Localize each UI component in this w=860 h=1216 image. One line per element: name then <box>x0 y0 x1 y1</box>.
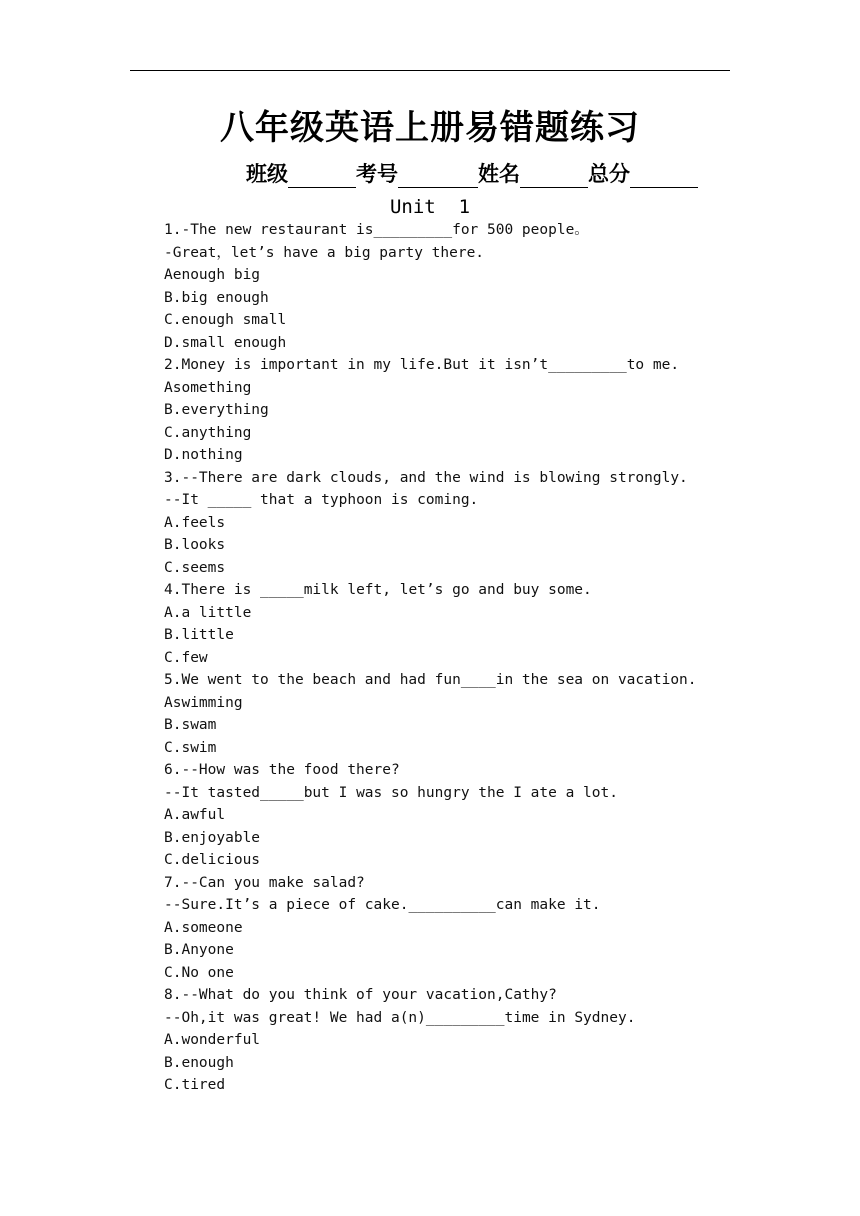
question-text: in the sea on vacation. <box>495 672 697 688</box>
question-text: 1.-The new restaurant is <box>164 222 374 238</box>
answer-option: A.wonderful <box>164 1032 261 1048</box>
question-line <box>164 669 764 692</box>
name-blank[interactable] <box>520 163 588 188</box>
question-text: but I was so hungry the I ate a lot. <box>303 784 618 801</box>
answer-option: C.seems <box>164 559 226 576</box>
class-blank[interactable] <box>288 163 356 188</box>
question-list <box>164 219 764 1097</box>
question-line <box>164 894 764 917</box>
answer-blank[interactable]: _____ <box>260 784 304 801</box>
question-line: 6.--How was the food there? <box>164 762 400 778</box>
answer-blank[interactable]: ____ <box>460 672 496 688</box>
answer-option: B.big enough <box>164 289 269 306</box>
answer-option: D.nothing <box>164 447 243 463</box>
question-line: 7.--Can you make salad? <box>164 874 365 891</box>
answer-option: Aswimming <box>164 694 243 711</box>
question-text: time in Sydney. <box>504 1009 636 1026</box>
answer-option: Asomething <box>164 379 252 396</box>
answer-option: A.a little <box>164 604 252 621</box>
question-block <box>164 579 764 669</box>
question-line <box>164 1007 764 1030</box>
question-text: can make it. <box>495 897 601 913</box>
question-text: --Sure.It’s a piece of cake. <box>164 897 409 913</box>
answer-option: D.small enough <box>164 334 287 351</box>
question-text: 5.We went to the beach and had fun <box>164 672 461 688</box>
answer-blank[interactable]: __________ <box>408 897 496 913</box>
answer-option: C.delicious <box>164 852 261 868</box>
question-line: -Great，let’s have a big party there. <box>164 244 485 261</box>
answer-option: C.swim <box>164 739 217 756</box>
answer-blank[interactable]: _________ <box>425 1009 505 1026</box>
question-line <box>164 219 764 242</box>
question-block <box>164 219 764 354</box>
question-text: --It tasted <box>164 784 261 801</box>
answer-option: C.tired <box>164 1077 226 1093</box>
answer-option: B.swam <box>164 717 217 733</box>
answer-option: B.enough <box>164 1054 234 1071</box>
answer-option: B.little <box>164 627 234 643</box>
answer-option: A.someone <box>164 919 243 936</box>
question-line <box>164 489 764 512</box>
unit-heading: Unit 1 <box>389 196 471 218</box>
answer-option: C.few <box>164 649 208 666</box>
answer-blank[interactable]: _________ <box>373 222 453 238</box>
question-line <box>164 782 764 805</box>
answer-option: B.everything <box>164 402 269 418</box>
student-info-row <box>246 158 698 188</box>
header-rule <box>130 70 730 71</box>
exam-number-blank[interactable] <box>398 163 478 188</box>
question-line <box>164 579 764 602</box>
answer-option: B.Anyone <box>164 942 234 958</box>
question-text: that a typhoon is coming. <box>251 492 479 508</box>
question-text: --It <box>164 492 208 508</box>
score-blank[interactable] <box>630 163 698 188</box>
answer-option: A.awful <box>164 807 226 823</box>
question-block <box>164 759 764 872</box>
question-block <box>164 984 764 1097</box>
question-text: to me. <box>626 357 680 373</box>
score-label: 总分 <box>588 162 630 186</box>
answer-blank[interactable]: _____ <box>260 582 304 598</box>
answer-option: B.looks <box>164 537 226 553</box>
question-block <box>164 872 764 985</box>
exam-number-label: 考号 <box>356 162 398 186</box>
question-text: milk left, let’s go and buy some. <box>303 582 592 598</box>
question-line: 8.--What do you think of your vacation,Cathy? <box>164 987 557 1003</box>
question-line: 3.--There are dark clouds, and the wind is blowing strongly. <box>164 469 688 486</box>
question-text: 4.There is <box>164 582 261 598</box>
name-label: 姓名 <box>478 162 520 186</box>
question-block <box>164 467 764 580</box>
class-label: 班级 <box>246 162 288 186</box>
question-text: for 500 people。 <box>452 222 589 238</box>
question-line <box>164 354 764 377</box>
answer-blank[interactable]: _____ <box>207 492 252 508</box>
question-text: 2.Money is important in my life.But it isn’t <box>164 357 549 373</box>
answer-option: Aenough big <box>164 267 261 283</box>
answer-option: B.enjoyable <box>164 829 261 846</box>
question-block <box>164 354 764 467</box>
page-title: 八年级英语上册易错题练习 <box>220 108 640 148</box>
answer-option: A.feels <box>164 514 226 531</box>
question-block <box>164 669 764 759</box>
answer-option: C.anything <box>164 424 252 441</box>
answer-blank[interactable]: _________ <box>548 357 627 373</box>
answer-option: C.No one <box>164 964 234 981</box>
question-text: --Oh,it was great! We had a(n) <box>164 1009 426 1026</box>
answer-option: C.enough small <box>164 312 287 328</box>
